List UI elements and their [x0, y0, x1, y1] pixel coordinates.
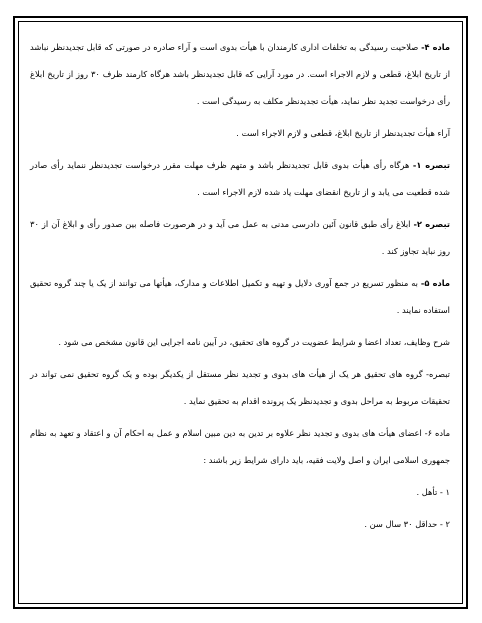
article-4-text: صلاحیت رسیدگی به تخلفات اداری کارمندان با هیأت بدوی است و آراء صادره در صورتی که قابل تجدیدنظر نباشد از تاریخ ابلاغ، قطعی و لازم الاجراء است. در مورد آرایی که قابل تجدیدنظر باشد هرگاه کارمند ظرف ۳۰ روز از تاریخ ابلاغ رأی درخواست تجدید نظر نماید، هیأت تجدیدنظر مکلف به رسیدگی است .: [30, 42, 450, 106]
note-2-text: ابلاغ رأی طبق قانون آئین دادرسی مدنی به عمل می آید و در هرصورت فاصله بین صدور رأی و ابلاغ آن از ۳۰ روز نباید تجاوز کند .: [30, 219, 450, 256]
note-1-paragraph: [30, 152, 450, 206]
article-4-paragraph: [30, 34, 450, 115]
article-5-text: به منظور تسریع در جمع آوری دلایل و تهیه و تکمیل اطلاعات و مدارک، هیأتها می توانند از یک یا چند گروه تحقیق استفاده نمایند .: [30, 278, 450, 315]
note-2-label: تبصره ۲-: [413, 219, 450, 229]
article-6-paragraph: [30, 420, 450, 474]
condition-1-text: ۱ - تأهل .: [416, 487, 450, 497]
appeal-verdicts-paragraph: [30, 120, 450, 147]
investigation-note-paragraph: [30, 361, 450, 415]
article-5-paragraph: [30, 270, 450, 324]
investigation-duties-paragraph: [30, 329, 450, 356]
condition-2-text: ۲ - حداقل ۳۰ سال سن .: [364, 519, 450, 529]
article-6-text: ماده ۶- اعضای هیأت های بدوی و تجدید نظر علاوه بر تدین به دین مبین اسلام و عمل به احکام آن و اعتقاد و تعهد به نظام جمهوری اسلامی ایران و اصل ولایت فقیه، باید دارای شرایط زیر باشند :: [30, 428, 451, 465]
condition-2-item: [30, 511, 450, 538]
note-2-paragraph: [30, 211, 450, 265]
investigation-duties-text: شرح وظایف، تعداد اعضا و شرایط عضویت در گروه های تحقیق، در آیین نامه اجرایی این قانون مشخص می شود .: [58, 337, 450, 347]
condition-1-item: [30, 479, 450, 506]
appeal-verdicts-text: آراء هیأت تجدیدنظر از تاریخ ابلاغ، قطعی و لازم الاجراء است .: [236, 128, 450, 138]
note-1-label: تبصره ۱-: [412, 160, 450, 170]
investigation-note-text: تبصره- گروه های تحقیق هر یک از هیأت های بدوی و تجدید نظر مستقل از یکدیگر بوده و یک گروه تحقیق نمی تواند در تحقیقات مربوط به مراحل بدوی و تجدیدنظر یک پرونده اقدام به تحقیق نماید .: [30, 369, 450, 406]
document-body: [30, 34, 450, 538]
note-1-text: هرگاه رأی هیأت بدوی قابل تجدیدنظر باشد و متهم ظرف مهلت مقرر درخواست تجدیدنظر ننماید رأی صادر شده قطعیت می یابد و از تاریخ انقضای مهلت یاد شده لازم الاجراء است .: [30, 160, 450, 197]
article-5-label: ماده ۵-: [420, 278, 450, 288]
article-4-label: ماده ۴-: [421, 42, 451, 52]
